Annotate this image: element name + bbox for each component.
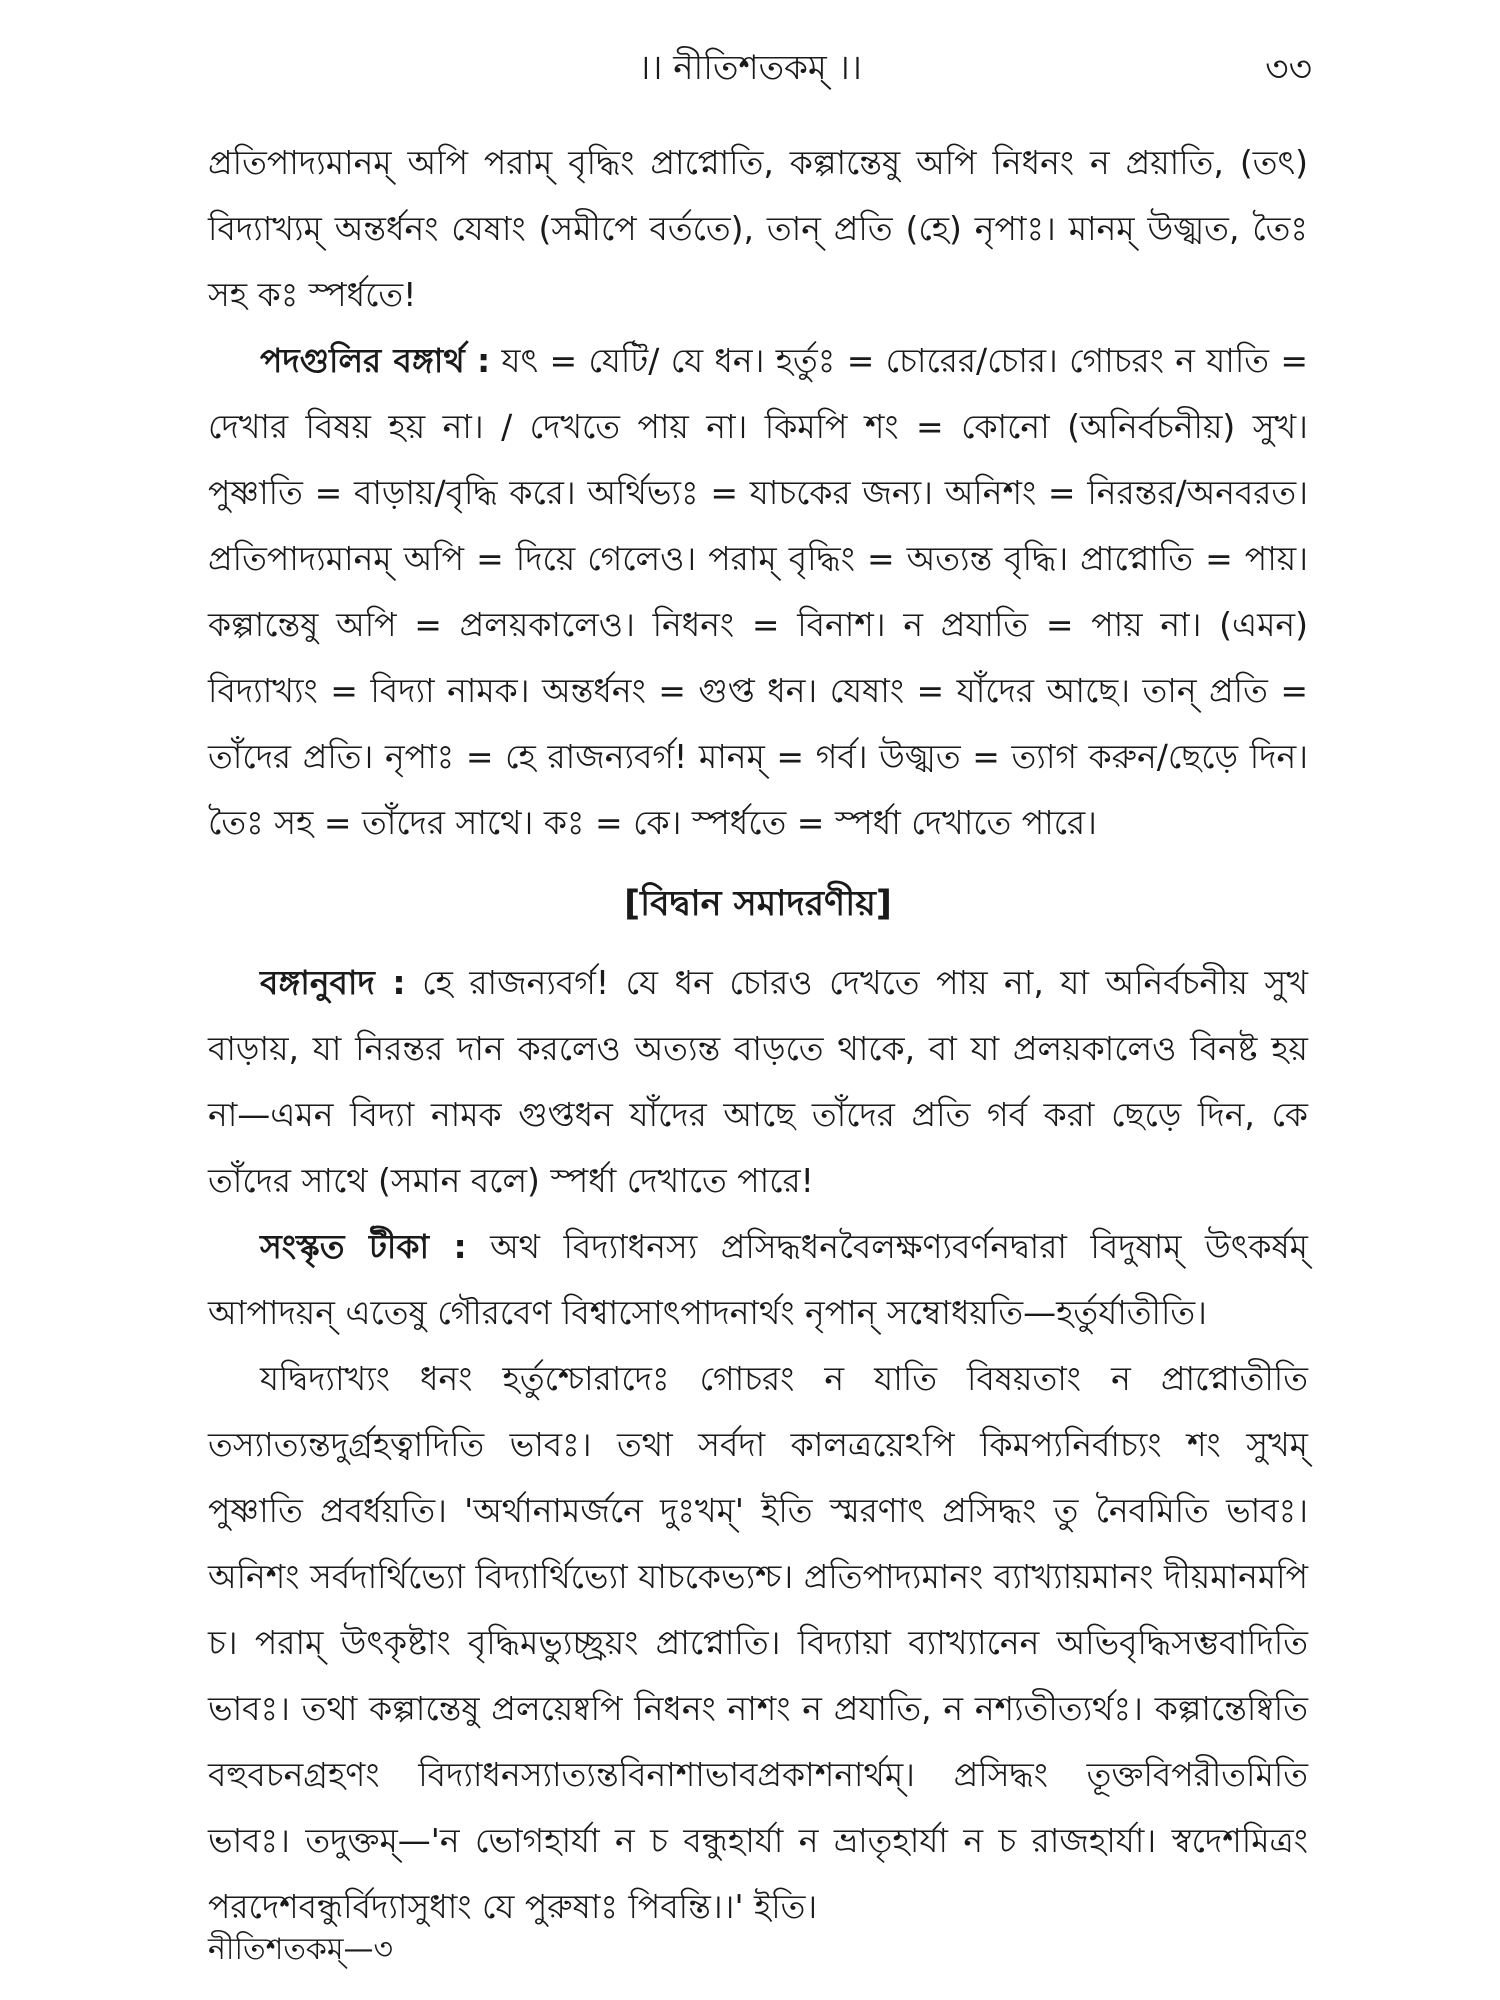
page-number: ৩৩: [1265, 49, 1312, 90]
word-meanings-label: পদগুলির বঙ্গার্থ :: [260, 341, 491, 380]
section-heading: [বিদ্বান সমাদরণীয়]: [624, 884, 892, 924]
page-header: [0, 38, 1500, 98]
paragraph-sanskrit-commentary: [208, 1214, 1308, 1346]
translation-label: বঙ্গানুবাদ :: [260, 963, 406, 1002]
paragraph-translation: [208, 950, 1308, 1214]
page-footer: নীতিশতকম্—৩: [208, 1932, 393, 1967]
commentary-text: অথ বিদ্যাধনস্য প্রসিদ্ধধনবৈলক্ষণ্যবর্ণনদ্বারা বিদুষাম্ উৎকর্ষম্ আপাদয়ন্ এতেষু গৌরবেণ বিশ্বাসোৎপাদনার্থং নৃপান্ সম্বোধয়তি—হর্তুর্যাতীতি।: [208, 1227, 1308, 1332]
paragraph-word-meanings: [208, 328, 1308, 856]
translation-text: হে রাজন্যবর্গ! যে ধন চোরও দেখতে পায় না, যা অনির্বচনীয় সুখ বাড়ায়, যা নিরন্তর দান করলেও অত্যন্ত বাড়তে থাকে, বা যা প্রলয়কালেও বিনষ্ট হয় না—এমন বিদ্যা নামক গুপ্তধন যাঁদের আছে তাঁদের প্রতি গর্ব করা ছেড়ে দিন, কে তাঁদের সাথে (সমান বলে) স্পর্ধা দেখাতে পারে!: [208, 963, 1308, 1200]
paragraph-continuation: প্রতিপাদ্যমানম্ অপি পরাম্ বৃদ্ধিং প্রাপ্নোতি, কল্পান্তেষু অপি নিধনং ন প্রয়াতি, (তৎ) বিদ্যাখ্যম্ অন্তর্ধনং যেষাং (সমীপে বর্ততে), তান্ প্রতি (হে) নৃপাঃ। মানম্ উজ্ঝত, তৈঃ সহ কঃ স্পর্ধতে!: [208, 143, 1308, 314]
paragraph-commentary-continued: যদ্বিদ্যাখ্যং ধনং হর্তুশ্চোরাদেঃ গোচরং ন যাতি বিষয়তাং ন প্রাপ্নোতীতি তস্যাত্যন্তদুর্গ্রহত্বাদিতি ভাবঃ। তথা সর্বদা কালত্রয়েঽপি কিমপ্যনির্বাচ্যং শং সুখম্ পুষ্ণাতি প্রবর্ধয়তি। 'অর্থানামর্জনে দুঃখম্' ইতি স্মরণাৎ প্রসিদ্ধং তু নৈবমিতি ভাবঃ। অনিশং সর্বদার্থিভ্যো বিদ্যার্থিভ্যো যাচকেভ্যশ্চ। প্রতিপাদ্যমানং ব্যাখ্যায়মানং দীয়মানমপি চ। পরাম্ উৎকৃষ্টাং বৃদ্ধিমভ্যুচ্ছ্রয়ং প্রাপ্নোতি। বিদ্যায়া ব্যাখ্যানেন অভিবৃদ্ধিসম্ভবাদিতি ভাবঃ। তথা কল্পান্তেষু প্রলয়েষ্বপি নিধনং নাশং ন প্রযাতি, ন নশ্যতীত্যর্থঃ। কল্পান্তেষ্বিতি বহুবচনগ্রহণং বিদ্যাধনস্যাত্যন্তবিনাশাভাবপ্রকাশনার্থম্। প্রসিদ্ধং তূক্তবিপরীতমিতি ভাবঃ। তদুক্তম্—'ন ভোগহার্যা ন চ বন্ধুহার্যা ন ভ্রাতৃহার্যা ন চ রাজহার্যা। স্বদেশমিত্রং পরদেশবন্ধুর্বিদ্যাসুধাং যে পুরুষাঃ পিবন্তি।।' ইতি।: [208, 1359, 1308, 1926]
word-meanings-text: যৎ = যেটি/ যে ধন। হর্তুঃ = চোরের/চোর। গোচরং ন যাতি = দেখার বিষয় হয় না। / দেখতে পায় না। কিমপি শং = কোনো (অনির্বচনীয়) সুখ। পুষ্ণাতি = বাড়ায়/বৃদ্ধি করে। অর্থিভ্যঃ = যাচকের জন্য। অনিশং = নিরন্তর/অনবরত। প্রতিপাদ্যমানম্ অপি = দিয়ে গেলেও। পরাম্ বৃদ্ধিং = অত্যন্ত বৃদ্ধি। প্রাপ্নোতি = পায়। কল্পান্তেষু অপি = প্রলয়কালেও। নিধনং = বিনাশ। ন প্রযাতি = পায় না। (এমন) বিদ্যাখ্যং = বিদ্যা নামক। অন্তর্ধনং = গুপ্ত ধন। যেষাং = যাঁদের আছে। তান্ প্রতি = তাঁদের প্রতি। নৃপাঃ = হে রাজন্যবর্গ! মানম্ = গর্ব। উজ্ঝত = ত্যাগ করুন/ছেড়ে দিন। তৈঃ সহ = তাঁদের সাথে। কঃ = কে। স্পর্ধতে = স্পর্ধা দেখাতে পারে।: [208, 341, 1308, 842]
commentary-label: সংস্কৃত টীকা :: [260, 1227, 467, 1266]
running-title: ।। নীতিশতকম্ ।।: [638, 48, 862, 88]
page-body: [208, 130, 1308, 1940]
